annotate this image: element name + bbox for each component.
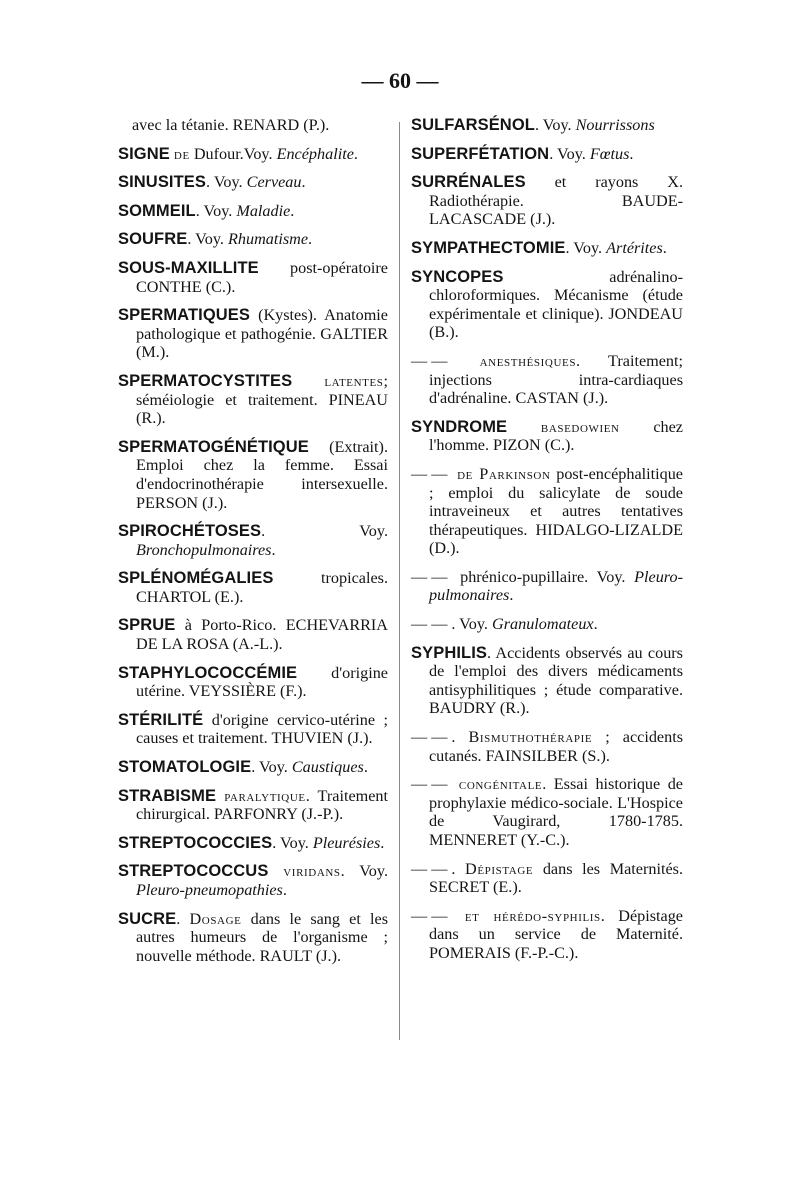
index-entry [118, 230, 388, 249]
entry-text: . [290, 201, 295, 220]
entry-headword: SURRÉNALES [411, 173, 526, 192]
index-entry [118, 202, 388, 221]
entry-text: . Voy. [251, 758, 292, 777]
left-column [118, 116, 388, 975]
index-entry [118, 787, 388, 824]
index-entry [411, 173, 683, 229]
entry-headword: STREPTOCOCCIES [118, 833, 273, 852]
entry-headword: SOUFRE [118, 230, 188, 249]
index-entry [411, 465, 683, 558]
entry-text: . Dépistage dans un service de Maternité. POMERAIS (F.-P.-C.). [429, 906, 683, 962]
entry-text: ; accidents cutanés. FAINSILBER (S.). [429, 728, 684, 765]
entry-headword: SPERMATOGÉNÉTIQUE [118, 437, 309, 456]
index-entry [118, 145, 388, 164]
index-entry [411, 116, 683, 135]
entry-text: post-encéphalitique ; emploi du salicylate de soude intraveineux et autres tentatives thérapeutiques. HIDALGO-LIZALDE (D.). [429, 464, 683, 558]
entry-subhead: Dosage [189, 909, 242, 928]
entry-text: . Voy. [451, 615, 493, 634]
index-entry [411, 418, 683, 455]
entry-text: . [353, 144, 358, 163]
entry-qualifier: de Parkinson [457, 464, 551, 483]
index-entry [118, 569, 388, 606]
entry-headword: SYMPATHECTOMIE [411, 238, 566, 257]
entry-text: ; séméiologie et traitement. PINEAU (R.). [136, 371, 388, 428]
entry-dash: —— [411, 775, 452, 794]
entry-qualifier: anesthésiques [479, 351, 577, 370]
entry-headword: SOUS-MAXILLITE [118, 258, 259, 277]
index-entry [118, 173, 388, 192]
entry-headword: SYNDROME [411, 417, 508, 436]
entry-headword: STREPTOCOCCUS [118, 862, 269, 881]
index-entry [118, 438, 388, 512]
entry-headword: STOMATOLOGIE [118, 758, 252, 777]
entry-text: . [363, 758, 368, 777]
entry-text: . [451, 728, 469, 747]
entry-text: . [662, 238, 667, 257]
index-entry [118, 116, 388, 135]
index-entry [118, 862, 388, 899]
entry-qualifier: latentes [324, 371, 384, 390]
entry-text: d'origine utérine. VEYSSIÈRE (F.). [136, 663, 388, 701]
entry-text: chez l'homme. PIZON (C.). [429, 417, 683, 455]
entry-text: . Voy. [272, 833, 313, 852]
entry-text: dans le sang et les autres humeurs de l'organisme ; nouvelle méthode. RAULT (J.). [136, 909, 388, 965]
entry-text: dans les Maternités. SECRET (E.). [429, 859, 683, 897]
entry-text: . Voy. [549, 144, 590, 163]
index-entry [118, 664, 388, 701]
entry-reference: Pleuro-pneumopathies [136, 881, 283, 899]
entry-text: avec la tétanie. RENARD (P.). [132, 116, 330, 134]
entry-subhead: Bismuthothérapie [468, 728, 593, 747]
index-entry [411, 145, 683, 164]
entry-text: et rayons X. Radiothérapie. BAUDE-LACASCADE (J.). [429, 173, 683, 229]
entry-text: . Voy. [206, 173, 247, 192]
entry-text: d'origine cervico-utérine ; causes et traitement. THUVIEN (J.). [136, 710, 388, 748]
entry-text: adrénalino-chloroformiques. Mécanisme (étude expérimentale et clinique). JONDEAU (B.). [429, 267, 683, 342]
entry-headword: SINUSITES [118, 173, 207, 192]
entry-dash: —— [411, 351, 452, 370]
entry-text: . Voy. [187, 230, 228, 249]
index-entry [118, 522, 388, 559]
entry-reference: Fœtus [589, 144, 630, 163]
entry-dash: —— [411, 728, 452, 747]
entry-text: . Accidents observés au cours de l'emploi des divers médicaments antisyphilitiques ; étude comparative. BAUDRY (R.). [429, 643, 683, 718]
entry-text: (Extrait). Emploi chez la femme. Essai d'endocrinothérapie intersexuelle. PERSON (J.). [136, 437, 388, 512]
index-entry [118, 834, 388, 853]
index-entry [118, 372, 388, 428]
entry-text: . [301, 173, 306, 192]
entry-reference: Bronchopulmonaires [136, 540, 272, 559]
entry-text: . [593, 615, 598, 634]
entry-headword: SYPHILIS [411, 643, 487, 662]
entry-qualifier: de [173, 144, 190, 163]
entry-text: . Voy. [340, 862, 388, 881]
entry-headword: SPERMATIQUES [118, 306, 250, 325]
entry-subhead: Dépistage [465, 859, 534, 878]
entry-text: . [271, 540, 276, 559]
index-entry [118, 910, 388, 966]
entry-reference: Artérites [606, 238, 663, 257]
entry-headword: SYNCOPES [411, 267, 504, 286]
entry-text: . Essai historique de prophylaxie médico-sociale. L'Hospice de Vaugirard, 1780-1785. MENNERET (Y.-C.). [429, 775, 683, 849]
entry-dash: —— [411, 464, 452, 483]
entry-reference: Encéphalite [276, 144, 354, 163]
page-number: — 60 — [361, 68, 439, 93]
index-entry [118, 616, 388, 653]
index-entry [411, 268, 683, 342]
entry-dash: —— [411, 567, 452, 586]
entry-text: . [380, 833, 385, 852]
entry-text: tropicales. CHARTOL (E.). [136, 569, 388, 606]
index-entry [118, 306, 388, 362]
index-entry [411, 860, 683, 897]
entry-text: . [451, 859, 466, 878]
index-entry [411, 568, 683, 605]
entry-text: . [629, 144, 634, 163]
entry-text: . [282, 881, 287, 899]
entry-text: . Traitement chirurgical. PARFONRY (J.-P.). [136, 786, 388, 824]
index-entry [118, 758, 388, 777]
entry-reference: Caustiques [291, 758, 364, 777]
entry-qualifier: basedowien [540, 417, 620, 436]
entry-reference: Rhumatisme [228, 230, 309, 249]
entry-headword: STÉRILITÉ [118, 710, 204, 729]
entry-headword: SUCRE [118, 909, 177, 928]
entry-reference: Maladie [236, 201, 291, 220]
entry-qualifier: viridans [283, 862, 341, 881]
index-entry [411, 615, 683, 634]
right-column [411, 116, 683, 973]
entry-qualifier: congénitale [458, 775, 543, 794]
entry-dash: —— [411, 906, 452, 925]
entry-headword: SPLÉNOMÉGALIES [118, 569, 274, 588]
entry-dash: —— [411, 859, 452, 878]
entry-text: à Porto-Rico. ECHEVARRIA DE LA ROSA (A.-L.). [136, 616, 388, 654]
index-entry [118, 259, 388, 296]
index-entry [411, 352, 683, 408]
entry-text: Dufour.Voy. [189, 144, 277, 163]
entry-text: . Traitement; injections intra-cardiaques d'adrénaline. CASTAN (J.). [429, 351, 683, 408]
entry-reference: Pleurésies [312, 833, 381, 852]
entry-dash: —— [411, 615, 452, 634]
entry-text: . [308, 230, 313, 249]
entry-headword: STRABISME [118, 786, 217, 805]
entry-headword: SIGNE [118, 144, 170, 163]
entry-reference: Granulomateux [492, 615, 594, 634]
entry-headword: SULFARSÉNOL [411, 116, 535, 134]
entry-text: phrénico-pupillaire. Voy. [451, 567, 635, 586]
entry-text: post-opératoire CONTHE (C.). [136, 258, 388, 296]
entry-text: . Voy. [261, 522, 388, 541]
entry-headword: STAPHYLOCOCCÉMIE [118, 663, 298, 682]
index-entry [411, 644, 683, 718]
entry-text: (Kystes). Anatomie pathologique et pathogénie. GALTIER (M.). [136, 306, 388, 362]
index-entry [411, 728, 683, 765]
index-entry [118, 711, 388, 748]
entry-headword: SPIROCHÉTOSES [118, 522, 262, 541]
index-entry [411, 239, 683, 258]
entry-headword: SUPERFÉTATION [411, 144, 550, 163]
entry-reference: Cerveau [246, 173, 302, 192]
entry-text: . Voy. [534, 116, 576, 134]
column-divider [399, 122, 400, 1040]
entry-text: . Voy. [195, 201, 237, 220]
entry-headword: SOMMEIL [118, 201, 196, 220]
index-entry [411, 907, 683, 963]
entry-headword: SPRUE [118, 616, 176, 635]
index-entry [411, 775, 683, 849]
entry-reference: Pleuro-pulmonaires [429, 567, 683, 605]
entry-text: . [509, 586, 514, 605]
entry-text: . Voy. [565, 238, 607, 257]
entry-qualifier: et hérédo-syphilis [464, 906, 601, 925]
entry-reference: Nourrissons [575, 116, 655, 134]
entry-text: . [176, 909, 190, 928]
entry-qualifier: paralytique [224, 786, 306, 805]
entry-headword: SPERMATOCYSTITES [118, 371, 293, 390]
